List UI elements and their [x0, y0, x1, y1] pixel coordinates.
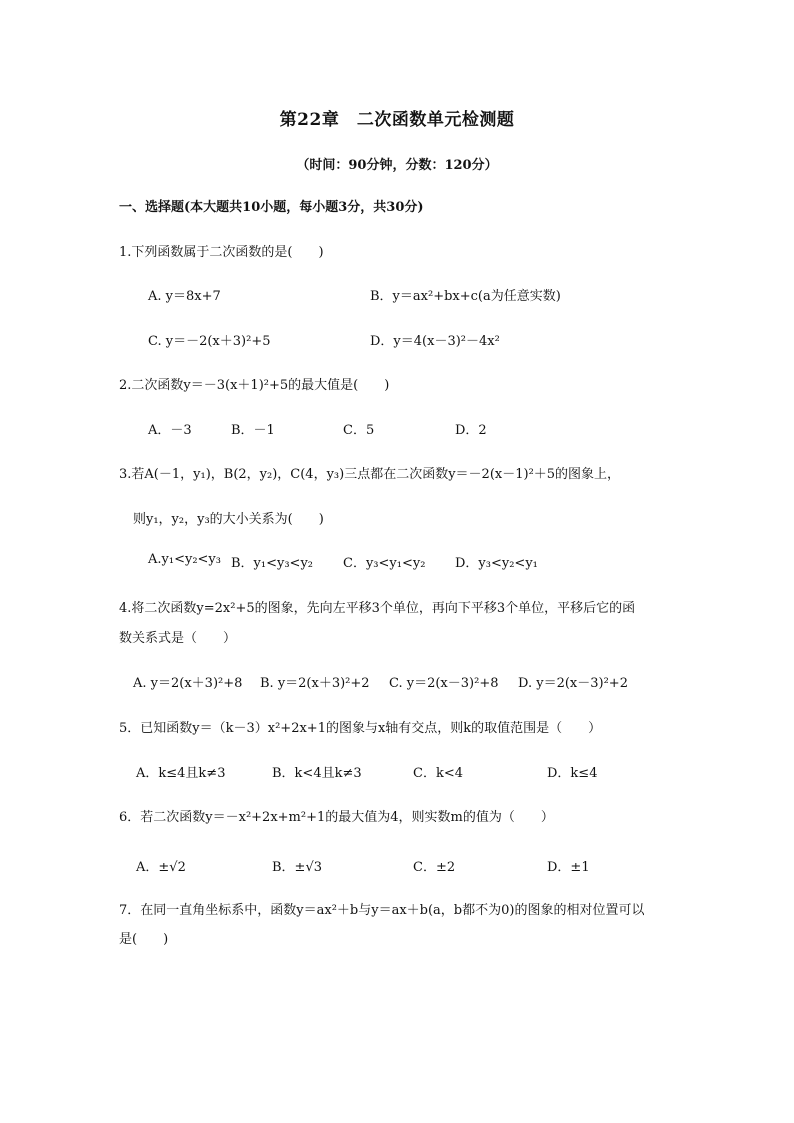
q3-option-b: B．y₁<y₃<y₂: [231, 556, 314, 571]
q6-option-a: A．±√2: [136, 860, 186, 875]
question-6-stem: 6．若二次函数y＝－x²+2x+m²+1的最大值为4，则实数m的值为（ ）: [119, 810, 554, 825]
question-3-stem: 3.若A(－1，y₁)，B(2，y₂)，C(4，y₃)三点都在二次函数y＝－2(x－1)²＋5的图象上，: [119, 467, 621, 482]
question-4-stem: 4.将二次函数y=2x²+5的图象，先向左平移3个单位，再向下平移3个单位，平移后它的函: [119, 601, 636, 616]
question-2-stem: 2.二次函数y＝－3(x＋1)²+5的最大值是( ): [119, 378, 390, 393]
q1-option-a: A. y＝8x+7: [148, 289, 221, 304]
question-1-stem: 1.下列函数属于二次函数的是( ): [119, 245, 324, 260]
q3-option-c: C．y₃<y₁<y₂: [343, 556, 426, 571]
q5-option-c: C．k<4: [413, 766, 463, 781]
q1-option-b: B．y＝ax²+bx+c(a为任意实数): [370, 289, 561, 304]
q2-option-a: A．－3: [148, 423, 192, 438]
section-heading: 一、选择题(本大题共10小题，每小题3分，共30分): [119, 200, 424, 215]
q2-option-b: B．－1: [231, 423, 275, 438]
q2-option-c: C．5: [343, 423, 375, 438]
q3-option-d: D．y₃<y₂<y₁: [455, 556, 538, 571]
q6-option-c: C．±2: [413, 860, 456, 875]
question-5-stem: 5．已知函数y＝（k－3）x²+2x+1的图象与x轴有交点，则k的取值范围是（ ）: [119, 721, 602, 736]
page-title: 第22章 二次函数单元检测题: [279, 110, 515, 130]
q6-option-d: D．±1: [547, 860, 590, 875]
question-7-stem-cont: 是( ): [119, 932, 169, 947]
question-4-stem-cont: 数关系式是（ ）: [119, 631, 237, 646]
q4-option-a: A. y＝2(x＋3)²+8: [133, 676, 243, 691]
q4-option-b: B. y＝2(x＋3)²+2: [260, 676, 370, 691]
q6-option-b: B．±√3: [272, 860, 323, 875]
q1-option-d: D．y＝4(x－3)²－4x²: [370, 334, 500, 349]
q2-option-d: D．2: [455, 423, 487, 438]
q5-option-d: D．k≤4: [547, 766, 598, 781]
question-7-stem: 7．在同一直角坐标系中，函数y＝ax²＋b与y＝ax＋b(a，b都不为0)的图象的相对位置可以: [119, 903, 645, 918]
q4-option-c: C. y＝2(x－3)²+8: [389, 676, 499, 691]
exam-info: （时间：90分钟，分数：120分）: [296, 158, 498, 173]
q5-option-a: A．k≤4且k≠3: [136, 766, 226, 781]
question-3-stem-cont: 则y₁，y₂，y₃的大小关系为( ): [133, 512, 324, 527]
q5-option-b: B．k<4且k≠3: [272, 766, 362, 781]
q4-option-d: D. y＝2(x－3)²+2: [518, 676, 628, 691]
q3-option-a: A.y₁<y₂<y₃: [148, 552, 221, 567]
q1-option-c: C. y＝－2(x＋3)²+5: [148, 334, 271, 349]
